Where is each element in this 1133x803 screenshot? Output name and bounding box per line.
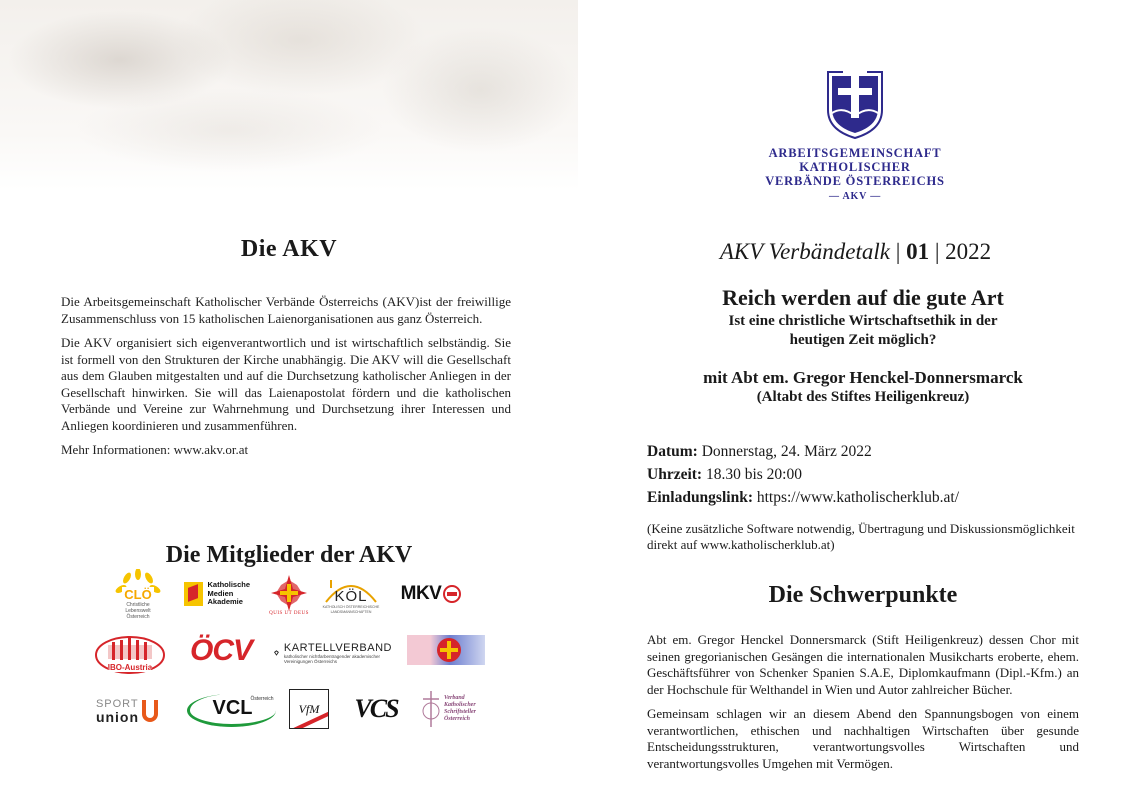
kma-logo bbox=[184, 580, 250, 608]
focus-text bbox=[647, 632, 1079, 780]
speaker-role: (Altabt des Stiftes Heiligenkreuz) bbox=[756, 389, 970, 405]
ibo-name: IBO-Austria bbox=[107, 662, 153, 672]
cross-motto: QUIS UT DEUS bbox=[269, 610, 309, 616]
vkso-line1: Verband bbox=[444, 695, 465, 701]
clo-sub3: Österreich bbox=[126, 613, 150, 620]
focus-heading: Die Schwerpunkte bbox=[768, 582, 958, 608]
event-subtitle-1: Ist eine christliche Wirtschaftsethik in der bbox=[728, 313, 998, 329]
mkv-name: MKV bbox=[400, 583, 442, 604]
ocv-logo bbox=[188, 634, 254, 668]
intro-paragraph-2: Die AKV organisiert sich eigenverantwortlich und ist wirtschaftlich selbständig. Sie ist formell von den Strukturen der Kirche unabhängig. Die AKV will die Gesellschaft aus dem Glauben mitgestalten und auf die Durchsetzung katholischer Anliegen in der Gesellschaft hinwirken. Sie will das Laienapostolat fördern und die katholischen Verbände und Vereine zur Wahrnehmung und Durchsetzung ihrer Interessen und Anliegen koordinieren und zusammenführen. bbox=[61, 335, 511, 433]
date-value: Donnerstag, 24. März 2022 bbox=[701, 443, 872, 460]
akv-intro bbox=[61, 294, 511, 467]
akv-heading: Die AKV bbox=[240, 236, 338, 262]
kol-name: KÖL bbox=[334, 588, 368, 605]
kv-sub: katholischer nichtfarbentragender akademischer Vereinigungen Österreichs bbox=[283, 653, 380, 664]
series-heading bbox=[578, 239, 1133, 265]
pennal-banner bbox=[407, 635, 485, 665]
event-details bbox=[647, 440, 959, 509]
org-line-3: VERBÄNDE ÖSTERREICHS bbox=[765, 174, 945, 188]
sport-top: SPORT bbox=[95, 698, 139, 710]
vcl-logo bbox=[186, 692, 276, 728]
series-name: AKV Verbändetalk bbox=[719, 239, 890, 264]
vkso-logo bbox=[420, 686, 492, 732]
invitation-link[interactable]: https://www.katholischerklub.at/ bbox=[756, 489, 960, 506]
sport-bottom: union bbox=[95, 709, 140, 725]
time-label: Uhrzeit: bbox=[647, 466, 703, 483]
vkso-line3: Schriftsteller bbox=[444, 709, 477, 715]
intro-more-info: Mehr Informationen: www.akv.or.at bbox=[61, 442, 249, 457]
sportunion-logo bbox=[86, 694, 168, 728]
kma-line2: Medien bbox=[207, 588, 234, 598]
time-row bbox=[647, 463, 959, 486]
mkv-logo bbox=[396, 582, 466, 606]
kv-shield-icon bbox=[274, 644, 279, 662]
ocv-name: ÖCV bbox=[189, 634, 252, 667]
star-cross-icon bbox=[271, 575, 307, 611]
kv-name: KARTELLVERBAND bbox=[283, 641, 392, 654]
vcs-name: VCS bbox=[354, 694, 398, 723]
link-row bbox=[647, 486, 959, 509]
org-line-2: KATHOLISCHER bbox=[799, 160, 911, 174]
vcs-logo bbox=[350, 690, 402, 728]
pennal-logo bbox=[406, 634, 486, 666]
focus-paragraph-2: Gemeinsam schlagen wir an diesem Abend den Spannungsbogen von einem verantwortlichen, ethischen und nachhaltigen Wirtschaften über gesunde Entscheidungsstrukturen, verantwortungsvolles Wirtschaften und verantwortungsvolles Umgehen mit Vermögen. bbox=[647, 706, 1079, 771]
kma-line1: Katholische bbox=[207, 580, 250, 590]
series-number: 01 bbox=[906, 239, 930, 264]
org-abbr: — AKV — bbox=[828, 191, 882, 202]
kol-sub: KATHOLISCH ÖSTERREICHISCHE LANDSMANNSCHAFTEN bbox=[322, 605, 380, 614]
series-sep-1: | bbox=[895, 239, 901, 264]
software-note: (Keine zusätzliche Software notwendig, Übertragung und Diskussionsmöglichkeit direkt auf www.katholischerklub.at) bbox=[647, 521, 1075, 552]
clo-sub2: Lebenswelt bbox=[125, 607, 151, 614]
speaker: mit Abt em. Gregor Henckel-Donnersmarck bbox=[703, 368, 1023, 387]
date-label: Datum: bbox=[647, 443, 698, 460]
members-heading: Die Mitglieder der AKV bbox=[165, 542, 413, 568]
vfm-name: VfM bbox=[298, 701, 320, 716]
quill-cross-icon bbox=[420, 689, 442, 729]
focus-paragraph-1: Abt em. Gregor Henckel Donnersmarck (Stift Heiligenkreuz) dessen Chor mit seinen gregorianischen Gesängen die internationalen Musikcharts eroberte, ehem. Geschäftsführer von Schenker Spanien S.A.E, Diplomkaufmann (Dipl.-Kfm.) an der Hochschule für Welthandel in Wien und Autor zahlreicher Bücher. bbox=[647, 632, 1079, 697]
clo-sub1: Christliche bbox=[126, 601, 150, 608]
mkv-circle-icon bbox=[443, 585, 461, 603]
vfm-logo bbox=[288, 688, 330, 730]
org-line-1: ARBEITSGEMEINSCHAFT bbox=[768, 146, 942, 160]
watercolor-background bbox=[0, 0, 578, 190]
clo-logo bbox=[108, 565, 168, 623]
kma-mark bbox=[184, 582, 203, 606]
sportunion-u-icon bbox=[142, 700, 158, 722]
kartellverband-logo bbox=[274, 640, 392, 666]
date-row bbox=[647, 440, 959, 463]
michael-cross-logo bbox=[266, 572, 312, 618]
akv-org-name bbox=[740, 146, 970, 204]
vkso-line4: Österreich bbox=[444, 716, 470, 722]
kol-logo bbox=[321, 570, 381, 622]
akv-logo bbox=[826, 58, 884, 140]
akv-shield-icon bbox=[826, 58, 884, 140]
series-year: 2022 bbox=[945, 239, 992, 264]
clo-name: CLÖ bbox=[124, 586, 152, 602]
link-label: Einladungslink: bbox=[647, 489, 753, 506]
vkso-line2: Katholischer bbox=[444, 702, 476, 708]
kma-line3: Akademie bbox=[207, 597, 243, 607]
vcl-swoosh bbox=[187, 694, 276, 727]
event-subtitle-2: heutigen Zeit möglich? bbox=[789, 332, 937, 348]
vcl-name: VCL bbox=[212, 697, 253, 719]
ibo-logo bbox=[92, 632, 168, 674]
vcl-sup: Österreich bbox=[250, 695, 274, 702]
intro-paragraph-1: Die Arbeitsgemeinschaft Katholischer Verbände Österreichs (AKV)ist der freiwillige Zusammenschluss von 15 katholischen Laienorganisationen aus ganz Österreich. bbox=[61, 294, 511, 326]
time-value: 18.30 bis 20:00 bbox=[705, 466, 802, 483]
series-sep-2: | bbox=[934, 239, 940, 264]
event-title: Reich werden auf die gute Art bbox=[722, 285, 1004, 310]
